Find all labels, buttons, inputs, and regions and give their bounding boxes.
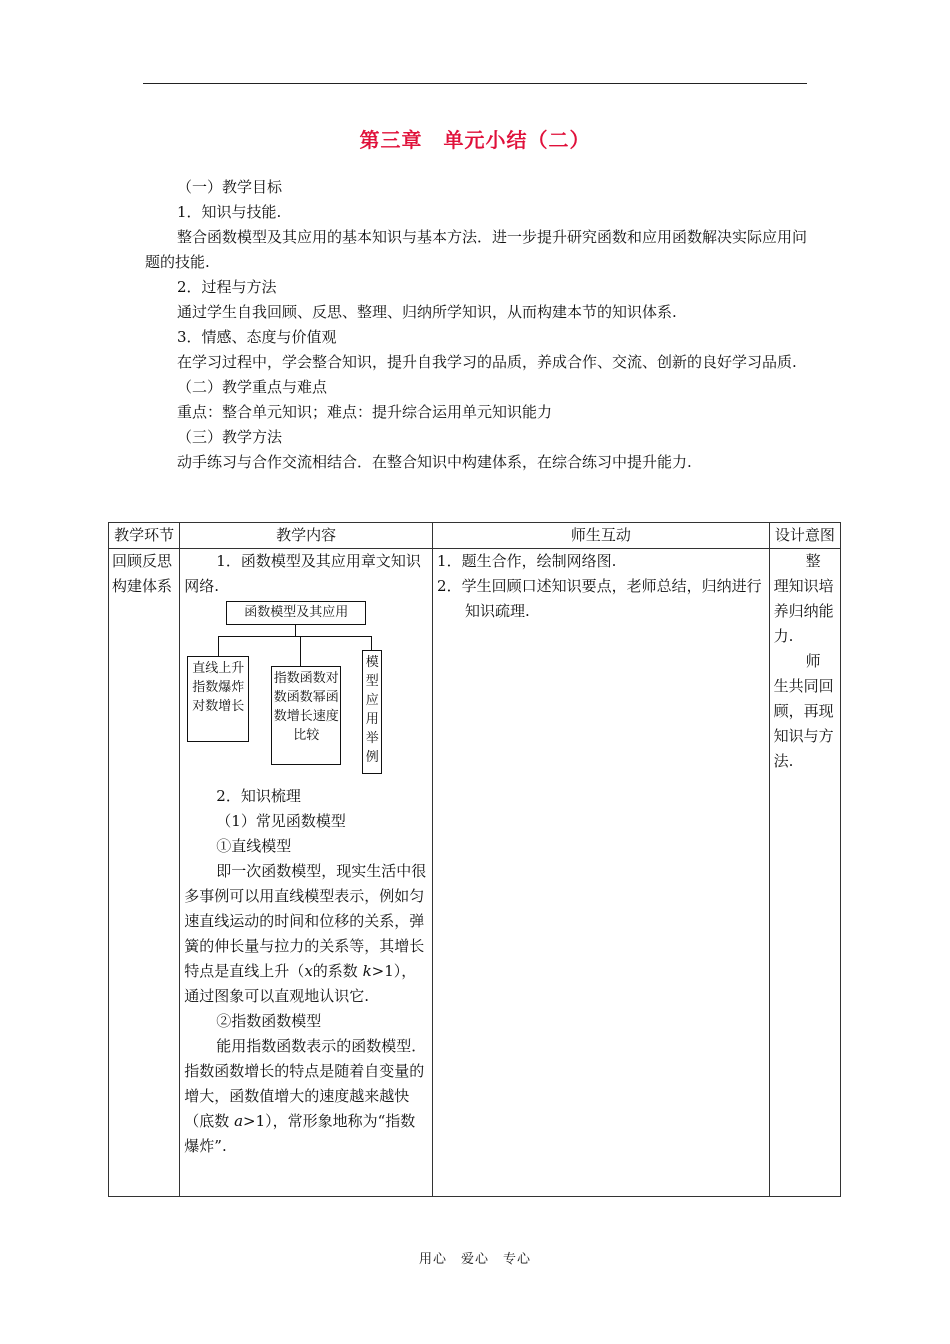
content-p2: 2．知识梳理	[216, 787, 301, 805]
lesson-plan-table	[108, 522, 841, 1197]
content-p6: ②指数函数模型	[216, 1012, 322, 1030]
page-title: 第三章 单元小结（二）	[359, 128, 591, 152]
objective-2-text: 通过学生自我回顾、反思、整理、归纳所学知识，从而构建本节的知识体系.	[177, 303, 677, 321]
list-item: 1．题生合作，绘制网络图.	[437, 552, 617, 570]
intent-cell	[769, 549, 840, 1197]
content-p4: ①直线模型	[216, 837, 292, 855]
header-rule	[143, 83, 807, 84]
intent-text-1: 整理知识培养归纳能力.	[773, 552, 834, 645]
header-content: 教学内容	[180, 523, 433, 549]
diagram-child-3: 模型应用举例	[362, 650, 382, 774]
table-header-row	[109, 523, 841, 549]
objective-1-text: 整合函数模型及其应用的基本知识与基本方法．进一步提升研究函数和应用函数解决实际应用问题的技能.	[145, 228, 808, 271]
heading-keypoints: （二）教学重点与难点	[177, 378, 328, 396]
diagram-connector	[295, 624, 296, 636]
objectives-section	[145, 175, 811, 475]
diagram-child-1: 直线上升指数爆炸对数增长	[187, 656, 249, 742]
keypoints-text: 重点：整合单元知识；难点：提升综合运用单元知识能力	[177, 403, 553, 421]
page-footer: 用心 爱心 专心	[418, 1252, 531, 1267]
header-stage: 教学环节	[109, 523, 180, 549]
diagram-connector	[371, 636, 372, 650]
objective-1-title: 1．知识与技能.	[177, 203, 282, 221]
method-text: 动手练习与合作交流相结合．在整合知识中构建体系，在综合练习中提升能力.	[177, 453, 692, 471]
content-p1: 1．函数模型及其应用章文知识网络.	[184, 552, 421, 595]
objective-3-title: 3．情感、态度与价值观	[177, 328, 337, 346]
content-cell	[180, 549, 433, 1197]
diagram-connector	[218, 636, 219, 656]
objective-3-text: 在学习过程中，学会整合知识，提升自我学习的品质，养成合作、交流、创新的良好学习品质.	[177, 353, 797, 371]
content-p7: 能用指数函数表示的函数模型．指数函数增长的特点是随着自变量的增大，函数值增大的速度越来越快（底数 a>1），常形象地称为“指数爆炸”.	[184, 1037, 427, 1155]
header-intent: 设计意图	[769, 523, 840, 549]
intent-text-2: 师生共同回顾，再现知识与方法.	[773, 652, 834, 770]
knowledge-network-diagram	[184, 599, 428, 784]
heading-method: （三）教学方法	[177, 428, 283, 446]
diagram-connector	[300, 636, 301, 666]
content-p5: 即一次函数模型，现实生活中很多事例可以用直线模型表示，例如匀速直线运动的时间和位移的关系，弹簧的伸长量与拉力的关系等，其增长特点是直线上升（x的系数 k>1），通过图象可以直观地认识它.	[184, 862, 427, 1005]
stage-cell: 回顾反思构建体系	[109, 549, 180, 1197]
diagram-root: 函数模型及其应用	[226, 601, 366, 625]
table-row	[109, 549, 841, 1197]
list-item: 2．学生回顾口述知识要点，老师总结，归纳进行知识疏理.	[437, 577, 762, 620]
heading-objectives: （一）教学目标	[177, 178, 283, 196]
interaction-cell	[433, 549, 770, 1197]
header-interaction: 师生互动	[433, 523, 770, 549]
diagram-child-2: 指数函数对数函数幂函数增长速度比较	[271, 666, 341, 765]
diagram-connector	[218, 636, 371, 637]
content-p3: （1）常见函数模型	[216, 812, 346, 830]
interaction-list	[437, 549, 765, 624]
objective-2-title: 2．过程与方法	[177, 278, 277, 296]
